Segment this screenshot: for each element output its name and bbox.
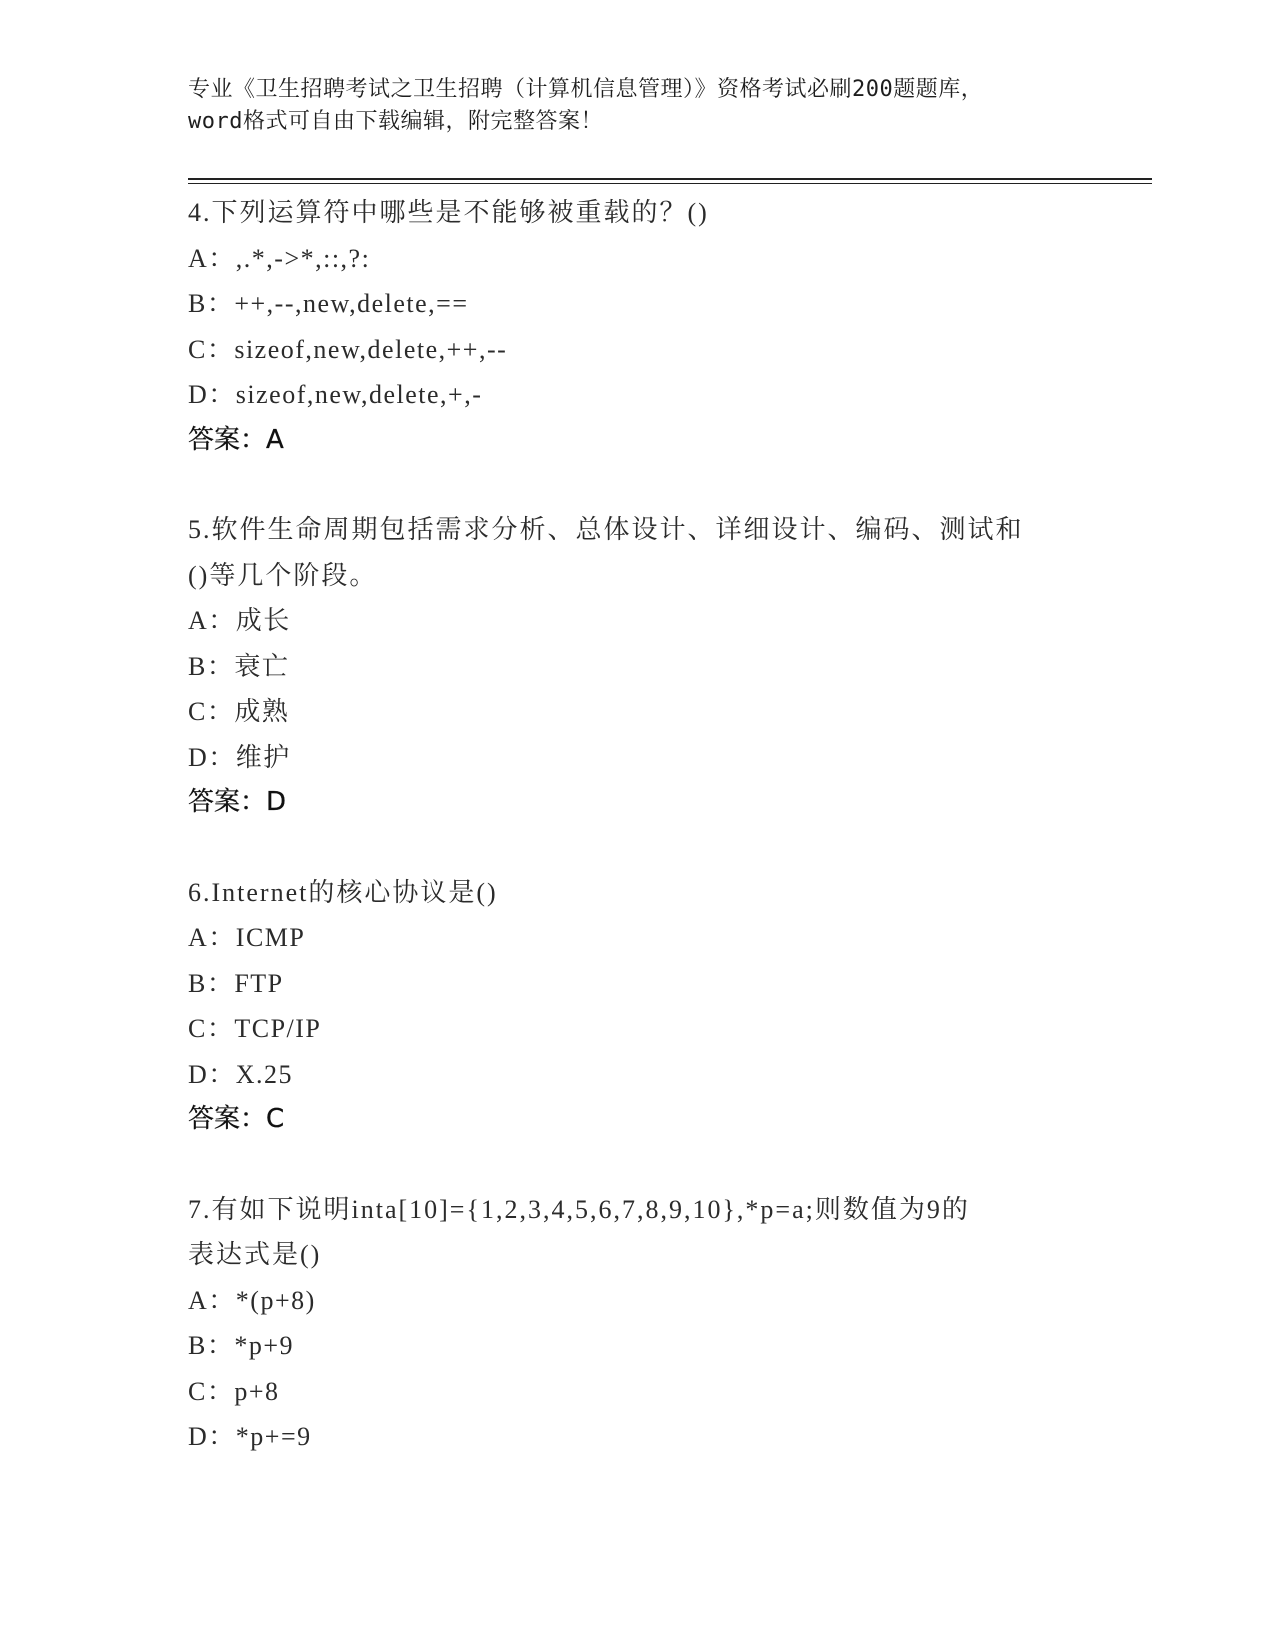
header-divider-thick: [188, 178, 1152, 180]
question-list: [188, 190, 1118, 1504]
option-d: [188, 372, 1118, 418]
option-text: p+8: [234, 1376, 280, 1406]
option-text: sizeof,new,delete,++,--: [234, 334, 508, 364]
header-line-1: 专业《卫生招聘考试之卫生招聘（计算机信息管理）》资格考试必刷200题题库，: [188, 77, 984, 102]
option-key: A：: [188, 923, 236, 952]
option-d: [188, 1414, 1118, 1460]
option-text: 成熟: [234, 697, 290, 726]
option-key: D：: [188, 1422, 236, 1451]
document-header: [188, 74, 1088, 138]
option-text: *p+=9: [235, 1422, 312, 1451]
option-key: C：: [188, 1014, 235, 1043]
option-text: *(p+8): [235, 1285, 316, 1315]
option-b: [188, 281, 1118, 327]
option-key: A：: [188, 606, 236, 635]
question-stem: 7.有如下说明inta[10]={1,2,3,4,5,6,7,8,9,10},*p=a;则数值为9的: [188, 1194, 970, 1224]
option-a: [188, 236, 1118, 282]
option-a: [188, 1278, 1118, 1324]
option-a: [188, 598, 1118, 644]
option-key: D：: [188, 380, 236, 409]
option-key: A：: [188, 243, 236, 273]
option-key: B：: [188, 651, 235, 681]
question-6: [188, 870, 1118, 1143]
option-text: *p+9: [234, 1331, 295, 1360]
question-stem-continued: ()等几个阶段。: [188, 560, 378, 590]
option-b: [188, 961, 1118, 1007]
question-stem: 6.Internet的核心协议是(): [188, 877, 498, 907]
option-key: C：: [188, 1376, 235, 1406]
option-c: [188, 327, 1118, 373]
answer-line: 答案：C: [188, 1104, 285, 1134]
option-key: C：: [188, 697, 235, 726]
question-stem-continued: 表达式是(): [188, 1240, 322, 1269]
question-4: [188, 190, 1118, 463]
option-c: [188, 1369, 1118, 1415]
option-text: X.25: [235, 1059, 294, 1089]
option-key: D：: [188, 1059, 236, 1089]
option-key: B：: [188, 1331, 235, 1360]
option-text: FTP: [234, 968, 284, 998]
option-c: [188, 1006, 1118, 1052]
option-key: C：: [188, 334, 235, 364]
option-text: 衰亡: [234, 651, 290, 681]
option-text: ++,--,new,delete,==: [234, 289, 469, 318]
option-c: [188, 689, 1118, 735]
option-text: sizeof,new,delete,+,-: [235, 380, 483, 409]
option-key: D：: [188, 742, 236, 772]
header-divider-thin: [188, 183, 1152, 184]
option-text: ,.*,->*,::,?:: [235, 243, 371, 273]
option-key: B：: [188, 289, 235, 318]
option-b: [188, 1323, 1118, 1369]
option-key: B：: [188, 968, 235, 998]
answer-line: 答案：A: [188, 424, 284, 455]
option-d: [188, 735, 1118, 781]
option-text: 维护: [235, 742, 291, 772]
question-7: [188, 1187, 1118, 1460]
option-text: ICMP: [235, 923, 306, 952]
question-stem: 5.软件生命周期包括需求分析、总体设计、详细设计、编码、测试和: [188, 515, 1024, 544]
header-line-2: word格式可自由下载编辑，附完整答案！: [188, 109, 603, 134]
option-a: [188, 915, 1118, 961]
option-d: [188, 1052, 1118, 1098]
question-5: [188, 507, 1118, 826]
answer-line: 答案：D: [188, 787, 287, 817]
option-b: [188, 644, 1118, 690]
option-key: A：: [188, 1285, 236, 1315]
option-text: 成长: [235, 606, 291, 635]
question-stem: 4.下列运算符中哪些是不能够被重载的？(): [188, 198, 709, 227]
option-text: TCP/IP: [234, 1014, 322, 1043]
